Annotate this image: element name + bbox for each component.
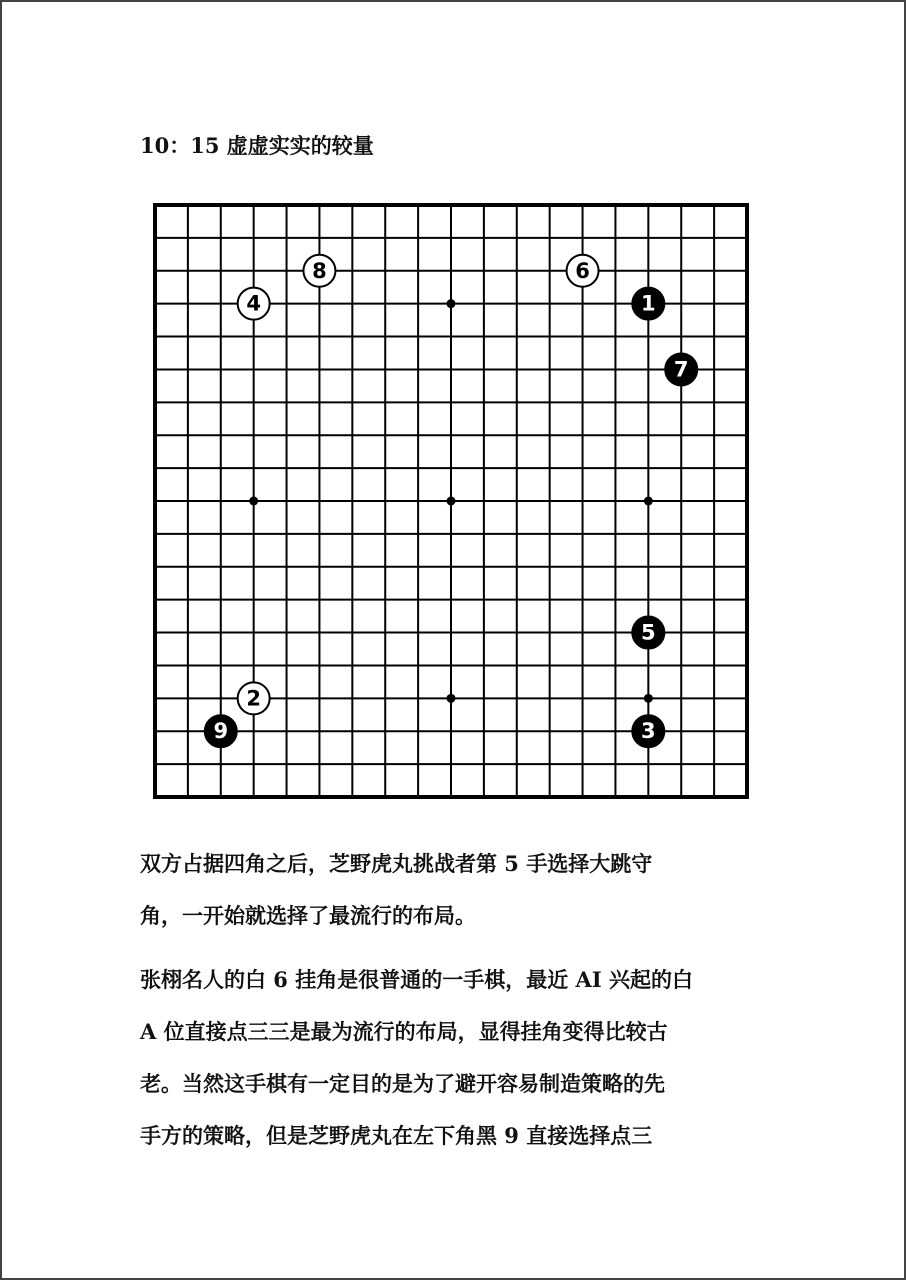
- black-stone-7: [665, 353, 697, 385]
- paragraph-line: 手方的策略，但是芝野虎丸在左下角黑 9 直接选择点三: [140, 1123, 653, 1148]
- stone-number: 6: [575, 258, 590, 283]
- paragraph-line: 老。当然这手棋有一定目的是为了避开容易制造策略的先: [140, 1071, 665, 1096]
- go-board: [150, 198, 754, 804]
- stone-number: 1: [641, 291, 656, 316]
- stone-number: 4: [246, 291, 261, 316]
- star-point: [249, 497, 258, 506]
- stone-number: 3: [641, 719, 656, 744]
- star-point: [447, 497, 456, 506]
- stone-number: 7: [673, 357, 689, 382]
- star-point: [447, 299, 456, 308]
- paragraph-line: 角，一开始就选择了最流行的布局。: [140, 903, 476, 928]
- paragraph-line: A 位直接点三三是最为流行的布局，显得挂角变得比较古: [140, 1019, 668, 1044]
- black-stone-9: [205, 715, 237, 747]
- stone-number: 8: [312, 258, 327, 283]
- stone-number: 2: [246, 686, 261, 711]
- stone-number: 9: [213, 719, 229, 744]
- star-point: [644, 694, 653, 703]
- star-point: [644, 497, 653, 506]
- black-stone-5: [632, 617, 664, 649]
- black-stone-1: [632, 288, 664, 320]
- white-stone-2: [238, 682, 270, 714]
- paragraph-line: 张栩名人的白 6 挂角是很普通的一手棋，最近 AI 兴起的白: [140, 967, 693, 992]
- white-stone-4: [238, 288, 270, 320]
- paragraph-2: [140, 954, 780, 1162]
- paragraph-line: 双方占据四角之后，芝野虎丸挑战者第 5 手选择大跳守: [140, 851, 653, 876]
- go-board-diagram: [150, 198, 754, 804]
- star-point: [447, 694, 456, 703]
- white-stone-8: [303, 255, 335, 287]
- section-heading: 10：15 虚虚实实的较量: [140, 133, 374, 158]
- black-stone-3: [632, 715, 664, 747]
- paragraph-1: [140, 838, 780, 942]
- white-stone-6: [567, 255, 599, 287]
- stone-number: 5: [641, 620, 656, 645]
